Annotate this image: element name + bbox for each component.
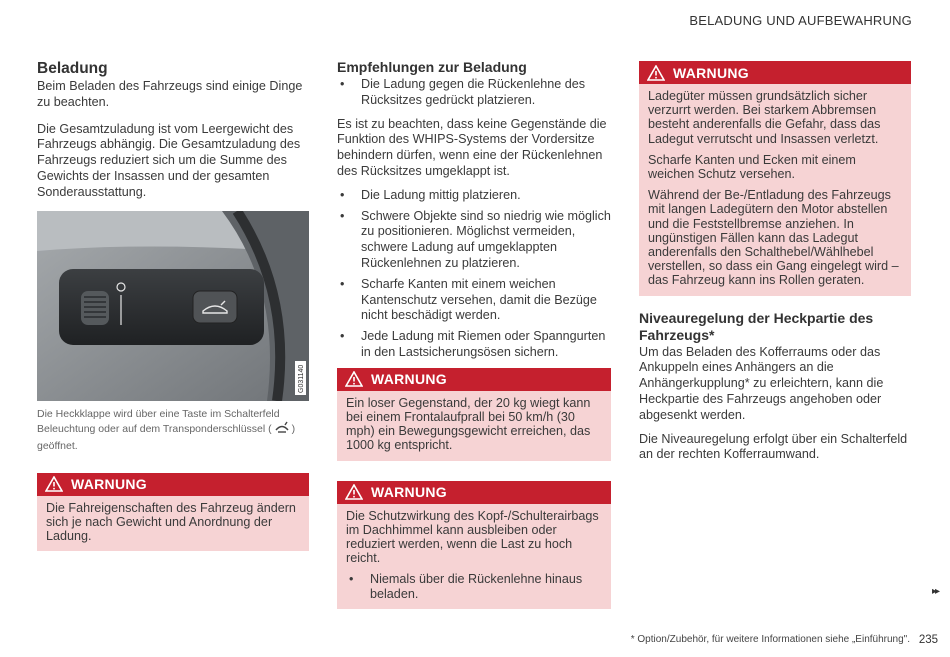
warning-header [37,473,309,496]
warning-text: Ein loser Gegenstand, der 20 kg wiegt kann bei einem Frontalaufprall bei 50 km/h (30 mph) ein Bewegungsgewicht erreichen, das 1000 kg entspricht. [346,395,591,453]
warning-triangle-icon [647,65,665,81]
warning-box-airbag [337,481,611,609]
list-item: • Scharfe Kanten mit einem weichen Kantenschutz versehen, damit die Bezüge nicht beschädigt werden. [337,277,611,324]
warning-text: Scharfe Kanten und Ecken mit einem weichen Schutz versehen. [648,152,856,182]
column-2 [337,59,611,609]
warning-text: Die Schutzwirkung des Kopf-/Schulterairbags im Dachhimmel kann ausbleiben oder reduziert werden, wenn die Last zu hoch reicht. [346,508,599,566]
list-item: • Die Ladung mittig platzieren. [337,188,611,204]
column-3 [639,61,911,463]
body-paragraph: Um das Beladen des Kofferraums oder das Ankuppeln eines Anhängers an die Anhängerkupplung* zu erleichtern, kann die Heckpartie des Fahrzeugs angehoben oder abgesenkt werden. [639,344,884,422]
section-heading-beladung: Beladung [37,60,108,77]
warning-text: Während der Be-/Entladung des Fahrzeugs mit langen Ladegütern den Motor abstellen und die Feststellbremse anziehen. In ungünstigen Fällen kann das Ladegut anderenfalls den Schalthebel/Wählhebel verstellen, so dass ein Gang eingelegt wird – das Fahrzeug kann ins Rollen geraten. [648,188,899,288]
warning-triangle-icon [45,476,63,492]
dashboard-illustration [37,211,309,401]
warning-label: WARNUNG [71,476,147,493]
warning-bullets [346,572,602,600]
whips-paragraph: Es ist zu beachten, dass keine Gegenstände die Funktion des WHIPS-Systems der Vordersitze behindern dürfen, wenn eine der Rückenlehnen des Rücksitzes umgeklappt ist. [337,116,607,178]
warning-box-securing [639,61,911,296]
warning-label: WARNUNG [371,484,447,501]
list-item: • Die Ladung gegen die Rückenlehne des Rücksitzes gedrückt platzieren. [337,77,611,109]
warning-text: Ladegüter müssen grundsätzlich sicher verzurrt werden. Bei starkem Abbremsen besteht anderenfalls die Gefahr, dass das Ladegut verrutscht und Insassen verletzt. [648,89,881,146]
caption-text-1: Die Heckklappe wird über eine Taste im Schalterfeld Beleuchtung oder auf dem Transponderschlüssel ( [37,407,280,435]
warning-header [639,61,911,84]
caption-text-2: ) geöffnet. [37,422,296,452]
running-header: BELADUNG UND AUFBEWAHRUNG [689,13,912,28]
image-code: G031140 [298,364,305,393]
warning-header [337,481,611,504]
warning-box-loose-object [337,368,611,461]
bullet-list-a [337,77,611,109]
warning-header [337,368,611,391]
bullet-list-b [337,188,611,361]
body-paragraph: Die Niveauregelung erfolgt über ein Schalterfeld an der rechten Kofferraumwand. [639,431,908,462]
page-number: 235 [918,634,938,646]
warning-label: WARNUNG [371,371,447,388]
key-icon [274,421,290,439]
section-heading-empfehlungen: Empfehlungen zur Beladung [337,59,527,75]
warning-triangle-icon [345,484,363,500]
footer-note: * Option/Zubehör, für weitere Informationen siehe „Einführung". [630,634,910,645]
warning-text: Die Fahreigenschaften des Fahrzeug ändern sich je nach Gewicht und Anordnung der Ladung. [46,500,296,543]
intro-text: Beim Beladen des Fahrzeugs sind einige Dinge zu beachten. [37,79,303,109]
column-1 [37,59,309,551]
warning-label: WARNUNG [673,64,749,81]
dashboard-switch-photo [37,211,309,401]
list-item: • Schwere Objekte sind so niedrig wie möglich zu positionieren. Möglichst vermeiden, schwere Ladung auf umgeklappten Rückenlehnen zu platzieren. [337,209,611,272]
image-caption [37,407,309,453]
continue-arrows-icon: ▸▸ [931,586,938,597]
body-paragraph: Die Gesamtzuladung ist vom Leergewicht des Fahrzeugs abhängig. Die Gesamtzuladung des Fahrzeugs reduziert sich um die Summe des Gewichts der Insassen und der gesamten Sonderausstattung. [37,121,301,199]
section-heading-niveauregelung: Niveauregelung der Heckpartie des Fahrzeugs* [639,309,874,343]
warning-box-driving [37,473,309,552]
list-item: • Jede Ladung mit Riemen oder Spanngurten in den Lastsicherungsösen sichern. [337,329,611,361]
list-item: • Niemals über die Rückenlehne hinaus beladen. [346,572,602,600]
warning-triangle-icon [345,371,363,387]
